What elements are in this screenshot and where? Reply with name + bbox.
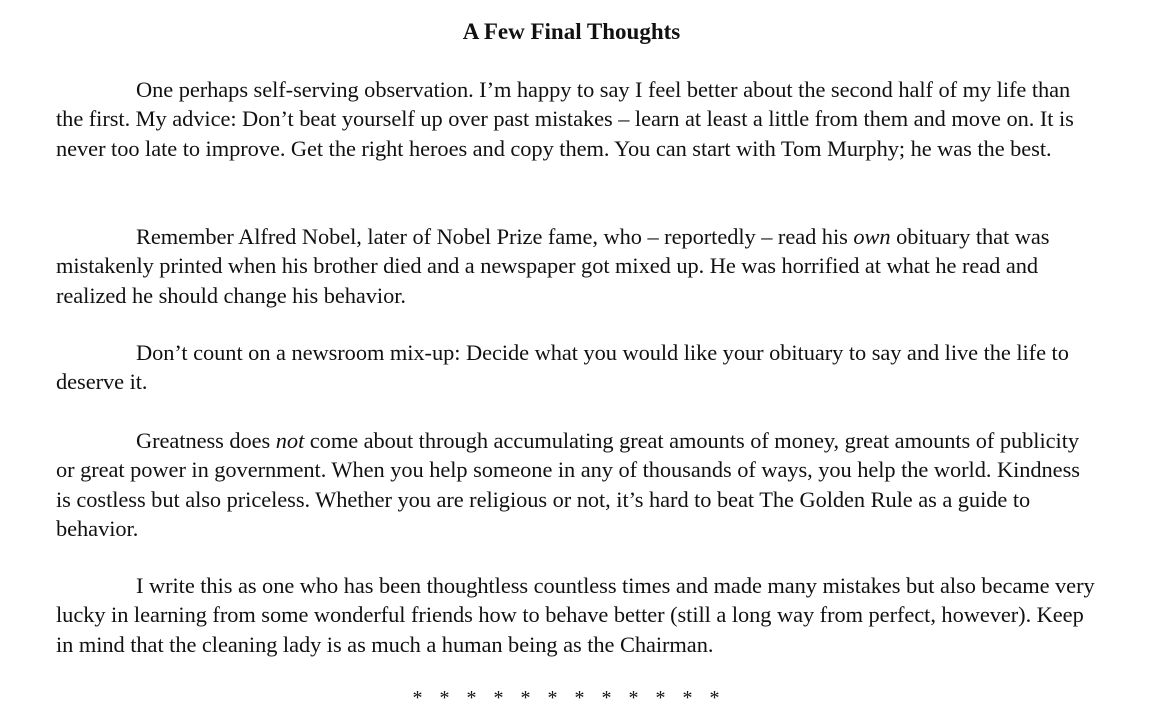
- paragraph-chairman: I write this as one who has been thoughtless countless times and made many mistakes but also became very lucky in learning from some wonderful friends how to behave better (still a long way from perfect, however). Keep in mind that the cleaning lady is as much a human being as the Chairman.: [56, 573, 1095, 657]
- document-title: A Few Final Thoughts: [462, 19, 681, 44]
- paragraph-nobel-emphasis: own: [853, 224, 891, 249]
- paragraph-nobel: [56, 222, 1096, 310]
- paragraph-greatness-emphasis: not: [275, 428, 305, 453]
- section-separator: * * * * * * * * * * * *: [412, 687, 726, 709]
- paragraph-greatness-text-end: come about through accumulating great amounts of money, great amounts of publicity or great power in government. When you help someone in any of thousands of ways, you help the world. Kindness is costless but also priceless. Whether you are religious or not, it’s hard to beat The Golden Rule as a guide to behavior.: [56, 428, 1080, 541]
- paragraph-greatness: [56, 426, 1096, 543]
- paragraph-nobel-text-end: obituary that was mistakenly printed when his brother died and a newspaper got mixed up. He was horrified at what he read and realized he should change his behavior.: [56, 224, 1050, 308]
- paragraph-greatness-text-start: Greatness does: [136, 428, 276, 453]
- paragraph-advice: One perhaps self-serving observation. I’m happy to say I feel better about the second half of my life than the first. My advice: Don’t beat yourself up over past mistakes – learn at least a little from them and move on. It is never too late to improve. Get the right heroes and copy them. You can start with Tom Murphy; he was the best.: [56, 77, 1074, 161]
- paragraph-nobel-text-start: Remember Alfred Nobel, later of Nobel Prize fame, who – reportedly – read his: [136, 224, 854, 249]
- paragraph-obituary: Don’t count on a newsroom mix-up: Decide what you would like your obituary to say and live the life to deserve it.: [56, 340, 1069, 395]
